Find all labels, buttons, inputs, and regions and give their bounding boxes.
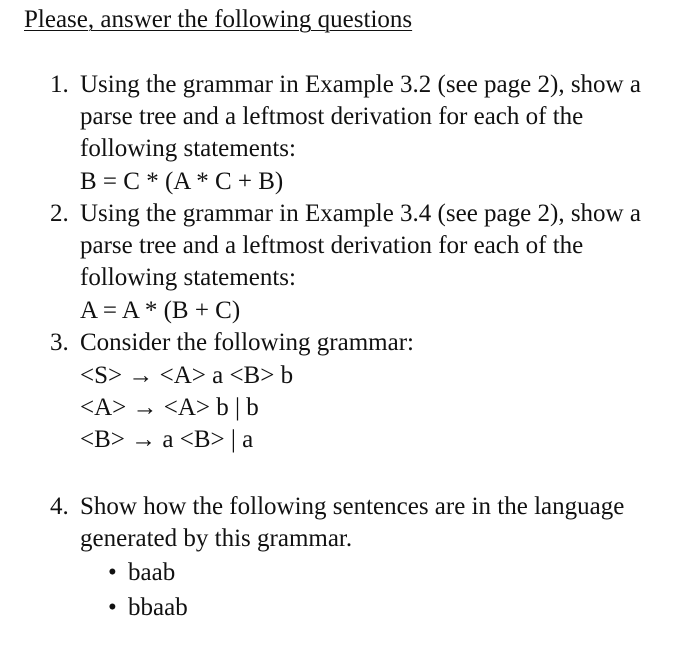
question-text-line: following statements: xyxy=(80,135,296,162)
statement: A = A * (B + C) xyxy=(80,297,241,324)
question-text-line: Consider the following grammar: xyxy=(80,329,414,356)
question-number: 1. xyxy=(50,71,69,98)
sentence-item: baab xyxy=(128,559,176,586)
grammar-rule: <A> → <A> b | b xyxy=(80,394,259,421)
question-text-line: parse tree and a leftmost derivation for each of the xyxy=(80,103,584,130)
bullet-icon: • xyxy=(108,594,117,621)
question-text-line: generated by this grammar. xyxy=(80,525,353,552)
sentence-item: bbaab xyxy=(128,594,188,621)
question-text-line: Using the grammar in Example 3.2 (see page 2), show a xyxy=(80,71,641,98)
question-text-line: Using the grammar in Example 3.4 (see page 2), show a xyxy=(80,200,641,227)
question-text-line: following statements: xyxy=(80,264,296,291)
question-text-line: Show how the following sentences are in the language xyxy=(80,493,625,520)
question-number: 3. xyxy=(50,329,69,356)
grammar-rule: <B> → a <B> | a xyxy=(80,426,254,453)
grammar-rule: <S> → <A> a <B> b xyxy=(80,362,294,389)
page-title: Please, answer the following questions xyxy=(24,6,413,33)
bullet-icon: • xyxy=(108,559,117,586)
statement: B = C * (A * C + B) xyxy=(80,168,284,195)
question-text-line: parse tree and a leftmost derivation for each of the xyxy=(80,232,584,259)
question-number: 2. xyxy=(50,200,69,227)
question-number: 4. xyxy=(50,493,69,520)
